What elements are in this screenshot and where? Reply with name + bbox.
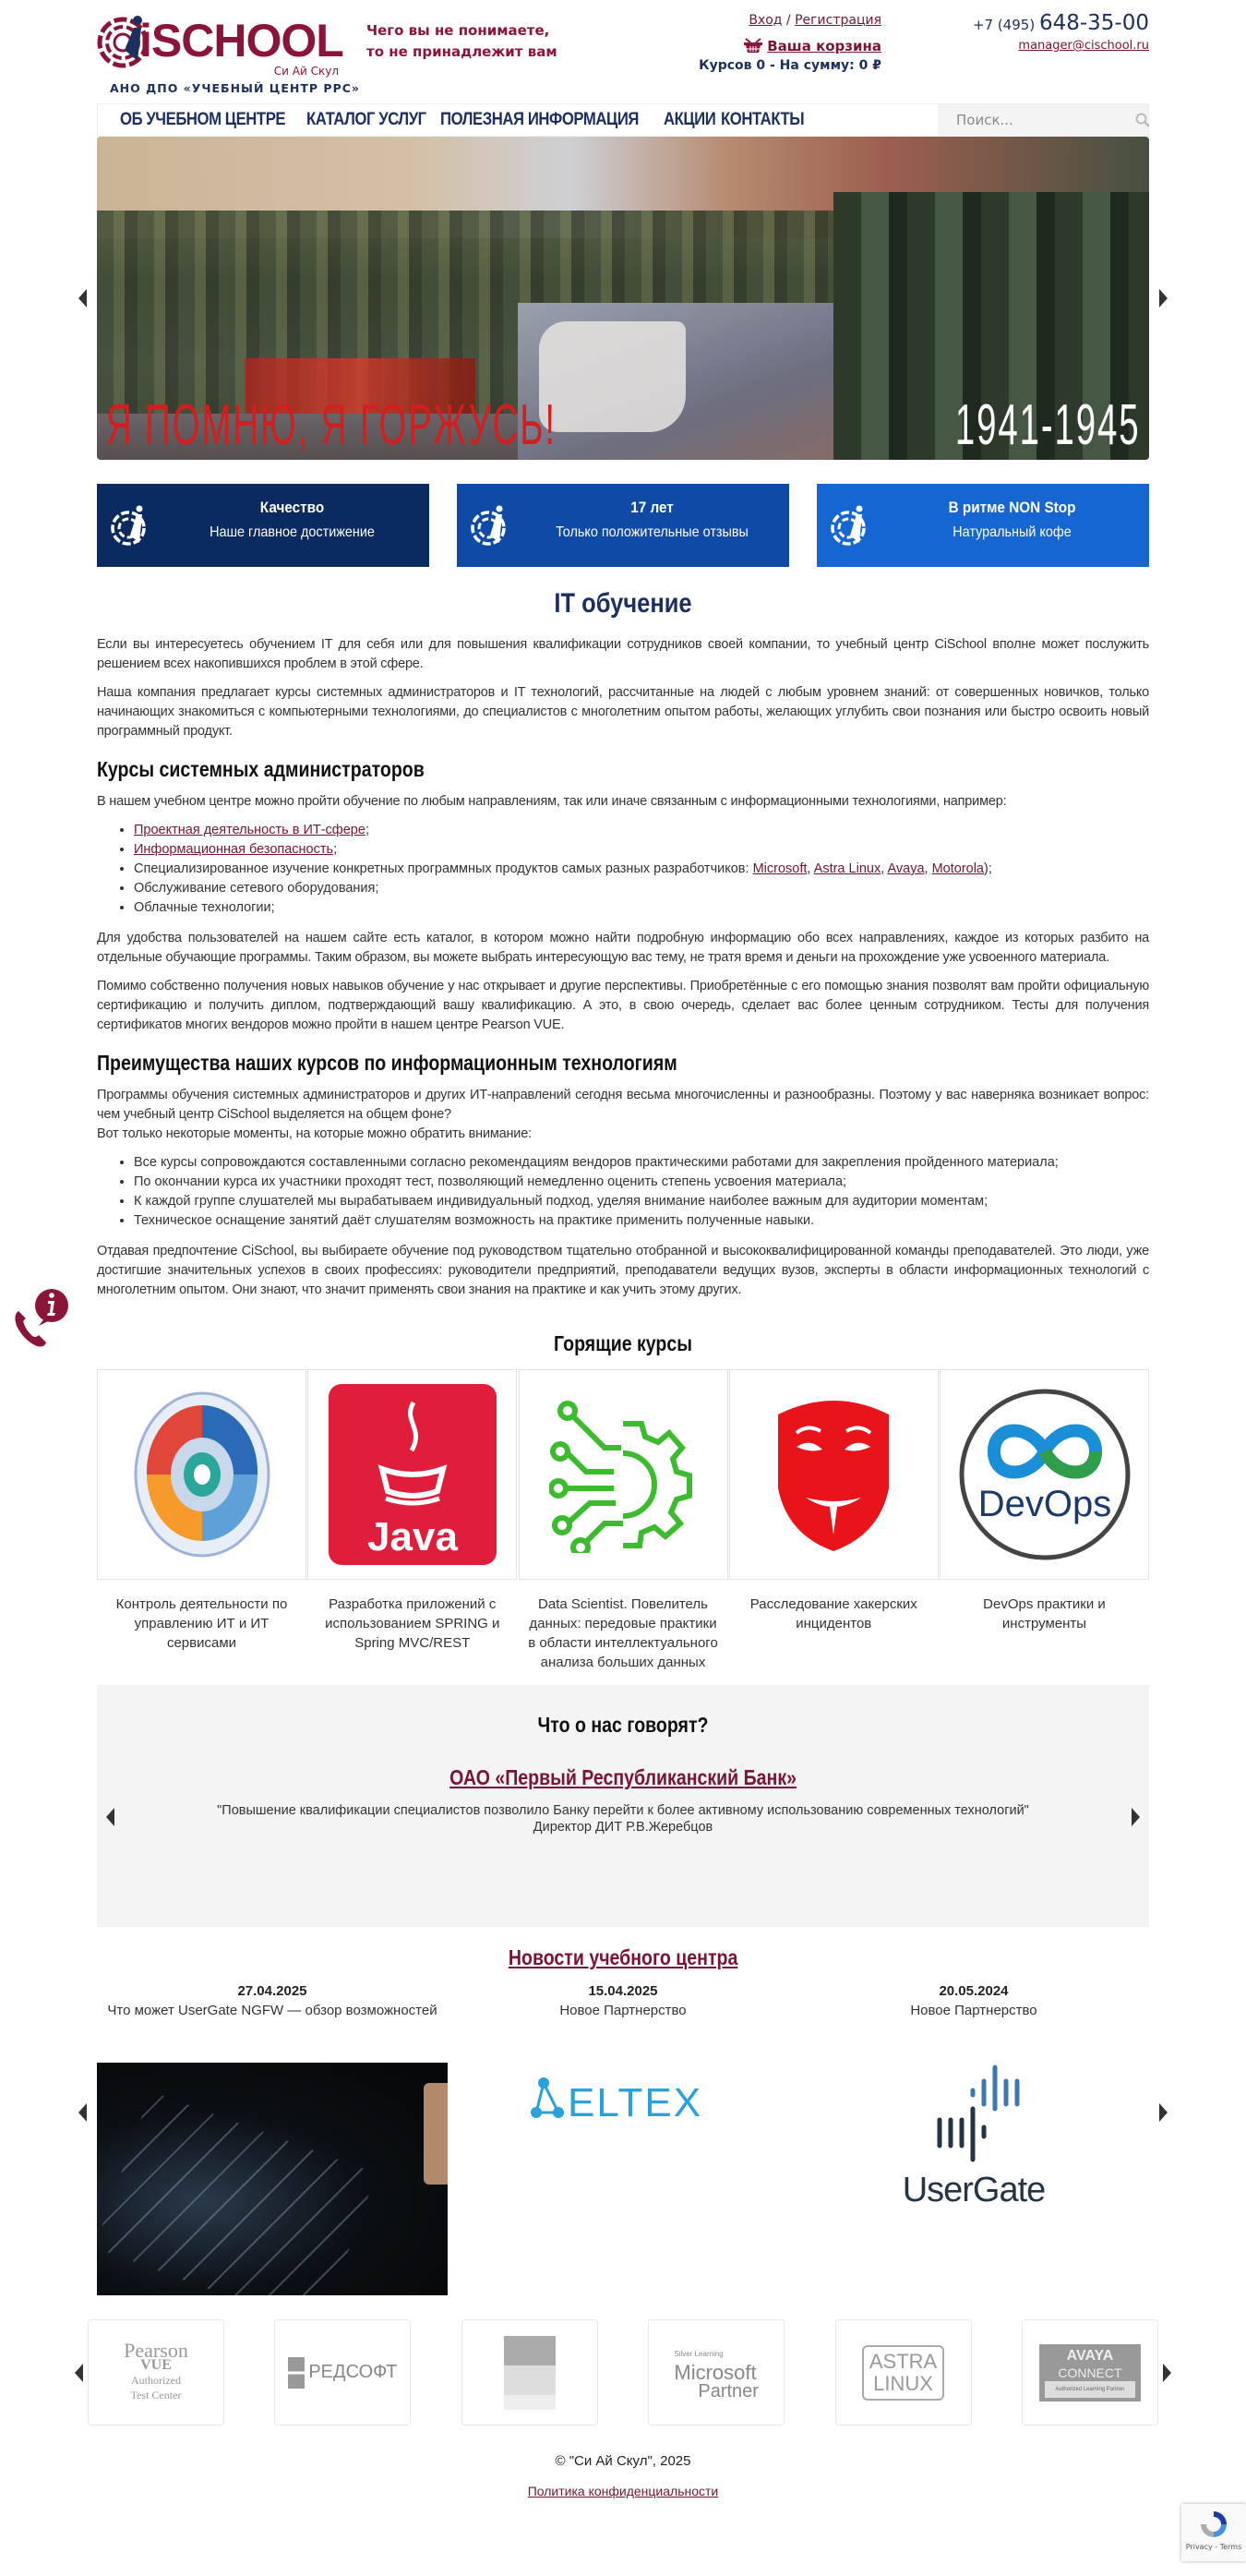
slide-years: 1941-1945 (954, 393, 1140, 457)
testimonials-title: Что о нас говорят? (537, 1713, 709, 1737)
news-carousel (97, 1983, 1149, 2295)
redsoft-mark-icon (288, 2357, 305, 2389)
partner-text: Test Center (130, 2388, 182, 2401)
course-thumbnail[interactable] (519, 1369, 728, 1580)
slogan-line-2: то не принадлежит вам (366, 43, 557, 60)
news-date: 15.04.2025 (588, 1983, 658, 1999)
nav-item-catalog[interactable]: КАТАЛОГ УСЛУГ (306, 110, 426, 129)
page-title: IT обучение (554, 588, 692, 619)
callback-widget[interactable] (9, 1283, 76, 1350)
slider-prev-arrow-icon[interactable] (78, 289, 87, 307)
recaptcha-icon (1199, 2510, 1228, 2539)
heading-admin-courses: Курсы системных администраторов (97, 757, 425, 781)
hot-courses-title: Горящие курсы (554, 1331, 692, 1355)
account-block (699, 13, 881, 73)
news-title[interactable]: Новое Партнерство (559, 2003, 687, 2018)
contacts-block (973, 11, 1149, 53)
news-image[interactable] (798, 2063, 1149, 2295)
catalog-paragraph: Для удобства пользователей на нашем сайте есть каталог, в котором можно найти подробную информацию обо всех направлениях, каждое из которых разбито на отдельные обучающие программы. Таким образом, вы можете выбрать интересующую вас тему, не тратя время и деньги на прохождение уже усвоенного материала. (97, 931, 1149, 965)
copyright: © "Си Ай Скул", 2025 (555, 2453, 691, 2469)
partner-text: Authorized (131, 2373, 181, 2387)
search-box (938, 104, 1148, 136)
partner-text: ASTRA (869, 2349, 938, 2373)
partner-logo-microsoft[interactable] (648, 2319, 785, 2426)
list-item (134, 840, 1149, 860)
nav-item-contacts[interactable]: КОНТАКТЫ (721, 110, 805, 129)
advantages-paragraph-1: Программы обучения системных администраторов и других ИТ-направлений сегодня весьма многочисленны и разнообразны. Поэтому у вас наверняка возникает вопрос: чем учебный центр CiSchool выделяется на общем фоне? (97, 1088, 1149, 1122)
news-title-link[interactable]: Новости учебного центра (508, 1945, 738, 1969)
link-project-activity[interactable]: Проектная деятельность в ИТ-сфере (134, 823, 365, 837)
partner-logo-badge[interactable] (461, 2319, 598, 2426)
course-thumbnail[interactable] (97, 1369, 306, 1580)
feature-subtitle: Натуральный кофе (952, 524, 1072, 540)
keyboard-photo (97, 2063, 448, 2295)
advantages-paragraph-2: Вот только некоторые моменты, на которые можно обратить внимание: (97, 1126, 532, 1141)
intro-paragraph-2: Наша компания предлагает курсы системных администраторов и IT технологий, рассчитанные на людей с любым уровнем знаний: от совершенных новичков, только начинающих знакомиться с компьютерными технологиями, до специалистов с многолетним опытом работы, желающих углубить свои познания или быстро освоить новый программный продукт. (97, 685, 1149, 739)
testimonial-author: Директор ДИТ Р.В.Жеребцов (533, 1820, 713, 1835)
phone-prefix: +7 (495) (972, 17, 1036, 33)
course-thumbnail[interactable] (307, 1369, 517, 1580)
devops-logo-text: DevOps (977, 1484, 1111, 1524)
partner-logo-avaya[interactable] (1022, 2319, 1158, 2426)
course-title[interactable]: Контроль деятельности по управлению ИТ и ИТ сервисами (115, 1596, 288, 1651)
basket-icon (743, 37, 763, 54)
link-microsoft[interactable]: Microsoft (752, 861, 808, 876)
partner-badge-icon (504, 2336, 556, 2410)
site-header (97, 0, 1149, 103)
feature-card-nonstop (817, 484, 1149, 567)
link-motorola[interactable]: Motorola (931, 861, 984, 876)
cart-summary: Курсов 0 - На сумму: 0 ₽ (699, 58, 881, 73)
data-gear-icon (549, 1396, 697, 1553)
java-logo-icon (329, 1384, 497, 1565)
perspectives-paragraph: Помимо собственно получения новых навыков обучение у нас открывает и другие перспективы. Приобретённые с его помощью знания позволят вам пройти официальную сертификацию и получить диплом, подтверждающий вашу квалификацию. А это, в свою очередь, сделает вас более ценным сотрудником. Тесты для получения сертификатов многих вендоров можно пройти в нашем центре Pearson VUE. (97, 979, 1149, 1032)
features-row (97, 484, 1149, 567)
list-item: • Обслуживание сетевого оборудования; (134, 879, 1149, 898)
course-title[interactable]: Data Scientist. Повелитель данных: передовые практики в области интеллектуального анализа больших данных (528, 1596, 718, 1670)
partner-text: Pearson (124, 2338, 188, 2362)
feature-title: Качество (259, 499, 325, 516)
slide-white-banner (539, 321, 687, 432)
java-logo-text: Java (366, 1514, 458, 1559)
news-heading (97, 1945, 1149, 1970)
phone-info-icon (9, 1283, 76, 1350)
course-title[interactable]: DevOps практики и инструменты (983, 1596, 1106, 1631)
link-astra-linux[interactable]: Astra Linux (813, 861, 881, 876)
list-item: • К каждой группе слушателей мы вырабатываем индивидуальный подход, уделяя внимание наиболее важным для аудитории моментам; (134, 1192, 1149, 1211)
course-thumbnail[interactable] (940, 1369, 1149, 1580)
photo-corner (424, 2083, 448, 2185)
link-avaya[interactable]: Avaya (887, 861, 925, 876)
list-punctuation: ); (984, 861, 992, 876)
partner-text: AVAYA (1066, 2347, 1114, 2364)
slide-caption: Я ПОМНЮ, Я ГОРЖУСЬ! (106, 393, 557, 457)
article (97, 587, 1149, 1300)
heading-advantages: Преимущества наших курсов по информационным технологиям (97, 1051, 677, 1075)
intro-paragraph-1: Если вы интересуетесь обучением IT для себя или для повышения квалификации сотрудников своей компании, то учебный центр CiSchool вполне может послужить решением всех накопившихся проблем в этой сфере. (97, 637, 1149, 671)
partners-next-arrow-icon[interactable] (1163, 2364, 1171, 2382)
partner-text: РЕДСОФТ (308, 2362, 398, 2382)
logo-subtitle: Си Ай Скул (273, 65, 339, 78)
partner-logo-pearson[interactable] (88, 2319, 224, 2426)
course-card[interactable] (519, 1369, 728, 1672)
keyboard-keys (97, 2091, 377, 2295)
hero-slider (97, 137, 1149, 460)
course-title[interactable]: Расследование хакерских инцидентов (749, 1596, 917, 1631)
partner-text: Partner (698, 2380, 759, 2401)
search-icon[interactable] (1135, 113, 1150, 127)
testimonial-company-link[interactable]: ОАО «Первый Республиканский Банк» (449, 1765, 797, 1789)
footer (97, 2453, 1149, 2499)
usergate-logo-text: UserGate (902, 2171, 1046, 2209)
auth-separator: / (782, 13, 796, 28)
email-link[interactable]: manager@cischool.ru (1018, 39, 1149, 53)
privacy-policy-link[interactable]: Политика конфиденциальности (527, 2484, 719, 2498)
news-item[interactable] (448, 1983, 798, 2295)
directions-list (134, 821, 1149, 918)
course-card[interactable] (940, 1369, 1149, 1672)
itil-wheel-icon (128, 1387, 276, 1562)
nav-item-about[interactable]: ОБ УЧЕБНОМ ЦЕНТРЕ (120, 110, 286, 129)
feature-card-quality (97, 484, 429, 567)
register-link[interactable]: Регистрация (795, 13, 881, 28)
slider-next-arrow-icon[interactable] (1159, 289, 1168, 307)
nav-item-useful-info[interactable]: ПОЛЕЗНАЯ ИНФОРМАЦИЯ (439, 110, 639, 129)
phone[interactable] (973, 11, 1149, 35)
logo[interactable] (97, 11, 361, 99)
partner-logo-astra-linux[interactable] (835, 2319, 972, 2426)
news-title[interactable]: Что может UserGate NGFW — обзор возможностей (107, 2003, 437, 2018)
hacker-mask-icon (769, 1396, 898, 1553)
organization-name: АНО ДПО «УЧЕБНЫЙ ЦЕНТР РРС» (110, 81, 361, 95)
search-input[interactable] (938, 104, 1135, 136)
eltex-logo-text: ELTEX (568, 2080, 703, 2125)
partner-text: Microsoft (674, 2360, 757, 2384)
course-card[interactable] (97, 1369, 306, 1672)
list-text: Специализированное изучение конкретных программных продуктов самых разных разработчиков: (134, 861, 753, 876)
phone-number: 648-35-00 (1038, 11, 1149, 35)
partners-prev-arrow-icon[interactable] (75, 2364, 83, 2382)
devops-logo-icon (957, 1387, 1132, 1562)
list-item: • Специализированное изучение конкретных программных продуктов самых разных разработчиков: Microsoft, Astra Linux, Avaya, Motorola); (134, 860, 1149, 879)
logo-text: iSCHOOL (139, 15, 343, 66)
list-punctuation: ; (333, 842, 338, 857)
news-title[interactable]: Новое Партнерство (910, 2003, 1037, 2018)
news-item[interactable] (97, 1983, 448, 2295)
feature-title: В ритме NON Stop (948, 499, 1076, 516)
advantages-list (134, 1153, 1149, 1231)
link-infosec[interactable]: Информационная безопасность (134, 842, 334, 857)
partners-carousel (88, 2319, 1158, 2426)
news-date: 20.05.2024 (939, 1983, 1009, 1999)
slogan (366, 20, 557, 63)
feature-card-years (457, 484, 789, 567)
list-item: • Техническое оснащение занятий даёт слушателям возможность на практике применить полученные навыки. (134, 1211, 1149, 1231)
testimonials (97, 1685, 1149, 1927)
news-image[interactable] (448, 2063, 798, 2295)
news-item[interactable] (798, 1983, 1149, 2295)
news-next-arrow-icon[interactable] (1159, 2103, 1168, 2122)
login-link[interactable]: Вход (749, 13, 783, 28)
slogan-line-1: Чего вы не понимаете, (366, 22, 550, 39)
main-nav (97, 103, 1149, 137)
usergate-logo-icon (895, 2063, 1052, 2210)
testimonial-prev-arrow-icon[interactable] (106, 1808, 114, 1826)
recaptcha-text[interactable]: Privacy - Terms (1185, 2543, 1242, 2551)
list-item: • Все курсы сопровождаются составленными согласно рекомендациям вендоров практическими работами для закрепления пройденного материала; (134, 1153, 1149, 1173)
partner-text: VUE (140, 2356, 172, 2373)
news-date: 27.04.2025 (237, 1983, 307, 1999)
news-prev-arrow-icon[interactable] (78, 2103, 87, 2122)
partner-text: CONNECT (1058, 2365, 1122, 2380)
course-title[interactable]: Разработка приложений с использованием SPRING и Spring MVC/REST (325, 1596, 500, 1651)
course-card[interactable] (307, 1369, 517, 1672)
partner-text: Authorized Learning Partner (1045, 2381, 1135, 2398)
hero-slide-image[interactable] (97, 137, 1149, 460)
testimonial-quote: "Повышение квалификации специалистов позволило Банку перейти к более активному использованию современных технологий" (217, 1803, 1029, 1818)
news-image[interactable] (97, 2063, 448, 2295)
list-punctuation: ; (365, 823, 369, 837)
partner-logo-redsoft[interactable] (274, 2319, 411, 2426)
feature-subtitle: Только положительные отзывы (556, 524, 749, 540)
list-item (134, 821, 1149, 840)
partner-text: Silver Learning (674, 2349, 724, 2358)
testimonial-next-arrow-icon[interactable] (1132, 1808, 1140, 1826)
recaptcha-badge[interactable] (1181, 2504, 1246, 2561)
closing-paragraph: Отдавая предпочтение CiSchool, вы выбираете обучение под руководством тщательно отобранной и высококвалифицированной команды преподавателей. Это люди, уже достигшие значительных успехов в своих профессиях: руководители предприятий, преподаватели ведущих вузов, эксперты в области информационных технологий с многолетним опытом. Они знают, что значит применять свои знания на практике и как учить этому других. (97, 1244, 1149, 1297)
course-card[interactable] (729, 1369, 939, 1672)
eltex-logo-icon (531, 2072, 715, 2127)
cart-link[interactable]: Ваша корзина (767, 38, 881, 54)
admins-paragraph: В нашем учебном центре можно пройти обучение по любым направлениям, так или иначе связанным с информационными технологиями, например: (97, 794, 1007, 809)
list-item: • Облачные технологии; (134, 898, 1149, 918)
partner-text: LINUX (873, 2371, 933, 2395)
nav-item-promotions[interactable]: АКЦИИ (664, 110, 716, 129)
list-item: • По окончании курса их участники проходят тест, позволяющий немедленно оценить степень усвоения материала; (134, 1173, 1149, 1192)
course-thumbnail[interactable] (729, 1369, 939, 1580)
feature-title: 17 лет (630, 499, 674, 516)
feature-subtitle: Наше главное достижение (210, 524, 375, 540)
hot-courses-list (97, 1369, 1149, 1672)
